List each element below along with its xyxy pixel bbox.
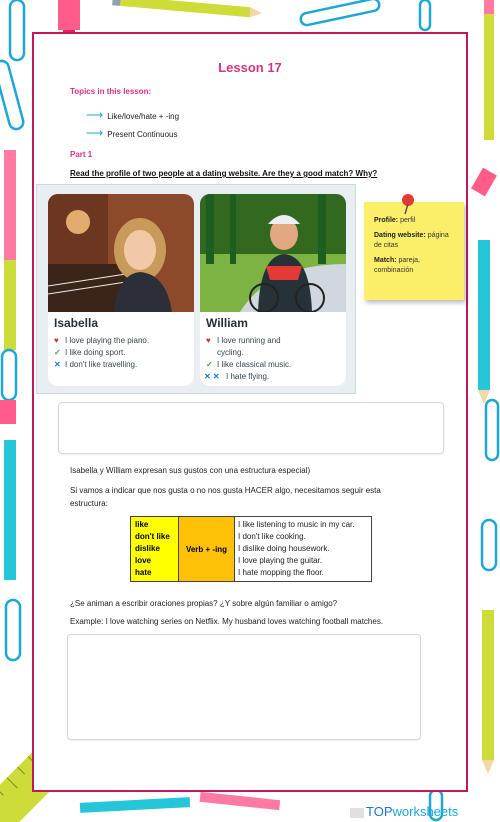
profiles-panel: [36, 184, 356, 394]
william-photo: [200, 194, 346, 312]
profile-line: ✓ I like classical music.: [206, 360, 292, 369]
explanation-line: Isabella y William expresan sus gustos con una estructura especial): [70, 466, 311, 475]
worksheet-page: [32, 32, 468, 792]
part-label: Part 1: [70, 150, 93, 159]
profile-line: ♥ I love playing the piano.: [54, 336, 150, 345]
profile-name: William: [206, 316, 248, 330]
profile-line: ✓ I like doing sport.: [54, 348, 126, 357]
heart-icon: ♥: [54, 336, 59, 345]
prompt-example: Example: I love watching series on Netflix. My husband loves watching football matches.: [70, 617, 384, 626]
topics-heading: Topics in this lesson:: [70, 87, 152, 96]
instruction-text: Read the profile of two people at a dating website. Are they a good match? Why?: [70, 169, 378, 178]
push-pin-icon: [398, 192, 418, 216]
answer-box-sentences[interactable]: [67, 634, 421, 740]
vocabulary-sticky-note: [364, 202, 464, 300]
arrow-right-icon: ⟶: [86, 126, 104, 140]
profile-line: ♥ I love running and: [206, 336, 281, 345]
profile-line: cycling.: [217, 348, 244, 357]
profile-name: Isabella: [54, 316, 99, 330]
brand-watermark: TOPworksheets: [350, 804, 458, 819]
vocab-item: Dating website: página de citas: [374, 232, 449, 249]
profile-card-isabella: [48, 194, 194, 386]
pattern-cell: Verb + -ing: [179, 517, 235, 582]
profile-line: ✕ ✕ I hate flying.: [204, 372, 270, 381]
prompt-question: ¿Se animan a escribir oraciones propias? ¿Y sobre algún familiar o amigo?: [70, 599, 338, 608]
arrow-right-icon: ⟶: [86, 108, 104, 122]
vocab-item: Profile: perfil: [374, 217, 416, 224]
verb-column: like don't like dislike love hate: [131, 517, 179, 582]
topic-item: ⟶ Present Continuous: [86, 126, 178, 140]
profile-line: ✕ I don't like travelling.: [54, 360, 138, 369]
page-title: Lesson 17: [218, 60, 282, 75]
grammar-table: [130, 516, 372, 582]
topic-item: ⟶ Like/love/hate + -ing: [86, 108, 180, 122]
explanation-line: Si vamos a indicar que nos gusta o no nos gusta HACER algo, necesitamos seguir esta: [70, 486, 381, 495]
answer-box-match[interactable]: [58, 402, 444, 454]
double-cross-icon: ✕ ✕: [204, 372, 220, 381]
isabella-photo: [48, 194, 194, 312]
cross-icon: ✕: [54, 360, 61, 369]
check-icon: ✓: [206, 360, 213, 369]
heart-icon: ♥: [206, 336, 211, 345]
profile-card-william: [200, 194, 346, 386]
explanation-line: estructura:: [70, 499, 108, 508]
monitor-icon: [350, 808, 364, 818]
examples-column: I like listening to music in my car. I don't like cooking. I dislike doing housework. I love playing the guitar. I hate mopping the floor.: [235, 517, 372, 582]
vocab-item: Match: pareja, combinación: [374, 257, 420, 274]
check-icon: ✓: [54, 348, 61, 357]
